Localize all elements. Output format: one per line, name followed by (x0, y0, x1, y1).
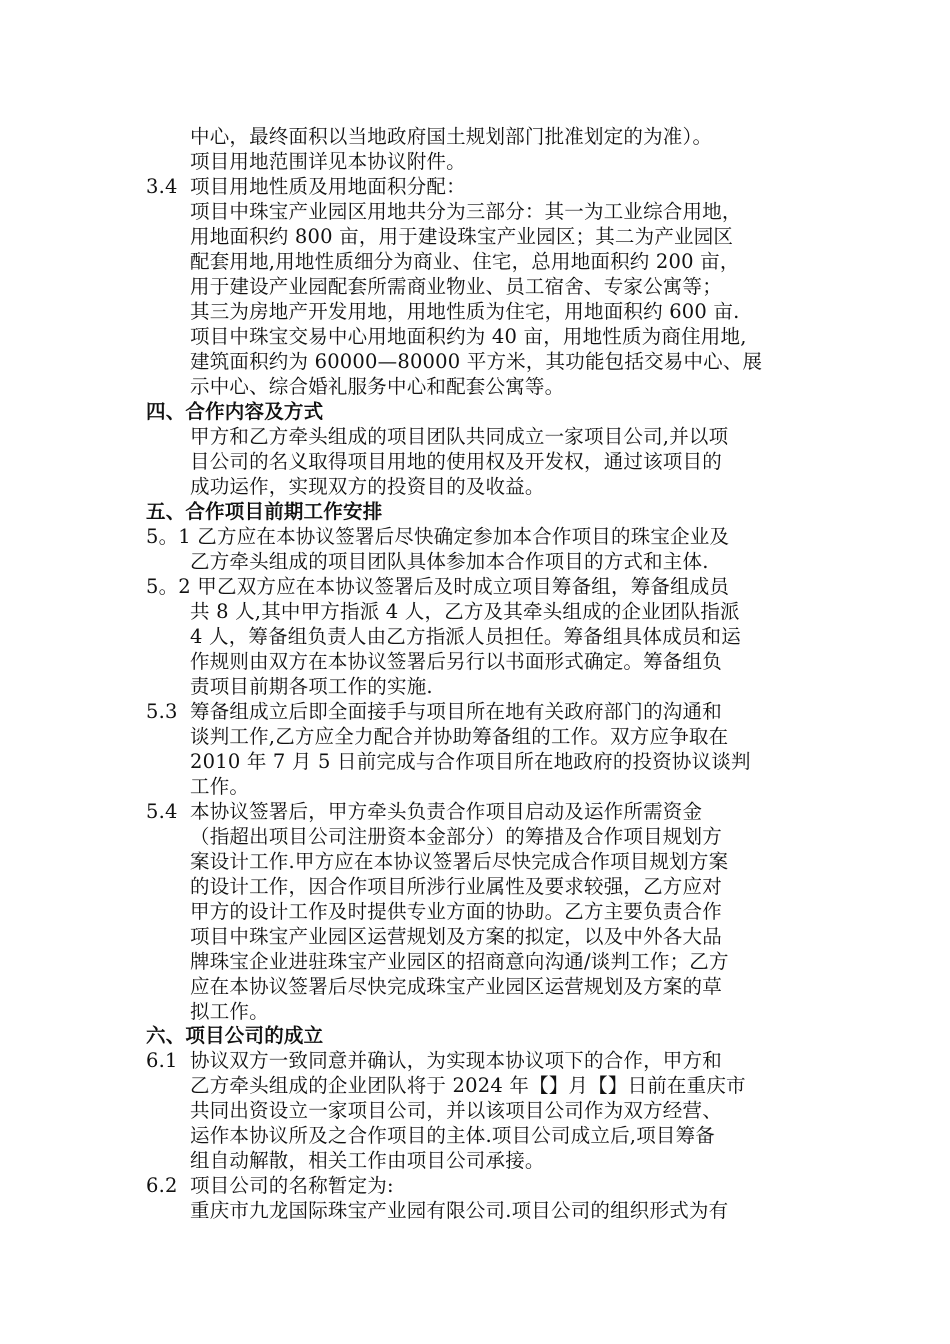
section-heading: 六、项目公司的成立 (146, 1024, 324, 1047)
clause-number: 3.4 (146, 175, 178, 198)
text-line: 共 8 人,其中甲方指派 4 人，乙方及其牵头组成的企业团队指派 (190, 600, 740, 623)
text-line: 项目中珠宝交易中心用地面积约为 40 亩，用地性质为商住用地, (190, 325, 747, 348)
text-line: 5。1 乙方应在本协议签署后尽快确定参加本合作项目的珠宝企业及 (146, 525, 730, 548)
text-line: 筹备组成立后即全面接手与项目所在地有关政府部门的沟通和 (190, 700, 722, 723)
text-line: 用于建设产业园配套所需商业物业、员工宿舍、专家公寓等； (190, 275, 722, 298)
text-line: 作规则由双方在本协议签署后另行以书面形式确定。筹备组负 (190, 650, 722, 673)
text-line: 4 人，筹备组负责人由乙方指派人员担任。筹备组具体成员和运 (190, 625, 741, 648)
text-line: 2010 年 7 月 5 日前完成与合作项目所在地政府的投资协议谈判 (190, 750, 751, 773)
text-line: 谈判工作,乙方应全力配合并协助筹备组的工作。双方应争取在 (190, 725, 729, 748)
text-line: 本协议签署后，甲方牵头负责合作项目启动及运作所需资金 (190, 800, 703, 823)
text-line: 乙方牵头组成的企业团队将于 2024 年【】月【】日前在重庆市 (190, 1074, 746, 1097)
text-line: 5。2 甲乙双方应在本协议签署后及时成立项目筹备组，筹备组成员 (146, 575, 730, 598)
text-line: 工作。 (190, 775, 250, 798)
text-line: 成功运作，实现双方的投资目的及收益。 (190, 475, 545, 498)
text-line: 项目用地范围详见本协议附件。 (190, 150, 466, 173)
clause-number: 5.4 (146, 800, 178, 823)
text-line: 的设计工作，因合作项目所涉行业属性及要求较强，乙方应对 (190, 875, 722, 898)
section-heading: 四、合作内容及方式 (146, 400, 324, 423)
text-line: 甲方的设计工作及时提供专业方面的协助。乙方主要负责合作 (190, 900, 722, 923)
section-heading: 五、合作项目前期工作安排 (146, 500, 383, 523)
text-line: 配套用地,用地性质细分为商业、住宅，总用地面积约 200 亩， (190, 250, 740, 273)
text-line: （指超出项目公司注册资本金部分）的筹措及合作项目规划方 (190, 825, 722, 848)
text-line: 协议双方一致同意并确认，为实现本协议项下的合作，甲方和 (190, 1049, 722, 1072)
text-line: 甲方和乙方牵头组成的项目团队共同成立一家项目公司,并以项 (190, 425, 729, 448)
text-line: 组自动解散，相关工作由项目公司承接。 (190, 1149, 545, 1172)
clause-number: 6.1 (146, 1049, 178, 1072)
text-line: 案设计工作.甲方应在本协议签署后尽快完成合作项目规划方案 (190, 850, 729, 873)
text-line: 项目中珠宝产业园区运营规划及方案的拟定，以及中外各大品 (190, 925, 722, 948)
clause-number: 6.2 (146, 1174, 178, 1197)
text-line: 示中心、综合婚礼服务中心和配套公寓等。 (190, 375, 565, 398)
text-line: 应在本协议签署后尽快完成珠宝产业园区运营规划及方案的草 (190, 975, 722, 998)
text-line: 项目用地性质及用地面积分配： (190, 175, 466, 198)
text-line: 项目公司的名称暂定为: (190, 1174, 394, 1197)
text-line: 中心，最终面积以当地政府国土规划部门批准划定的为准）。 (190, 125, 713, 148)
text-line: 运作本协议所及之合作项目的主体.项目公司成立后,项目筹备 (190, 1124, 715, 1147)
text-line: 拟工作。 (190, 1000, 269, 1023)
text-line: 乙方牵头组成的项目团队具体参加本合作项目的方式和主体. (190, 550, 709, 573)
text-line: 牌珠宝企业进驻珠宝产业园区的招商意向沟通/谈判工作；乙方 (190, 950, 729, 973)
text-line: 项目中珠宝产业园区用地共分为三部分：其一为工业综合用地， (190, 200, 742, 223)
text-line: 责项目前期各项工作的实施. (190, 675, 433, 698)
text-line: 重庆市九龙国际珠宝产业园有限公司.项目公司的组织形式为有 (190, 1199, 729, 1222)
text-line: 目公司的名义取得项目用地的使用权及开发权，通过该项目的 (190, 450, 722, 473)
text-line: 用地面积约 800 亩，用于建设珠宝产业园区；其二为产业园区 (190, 225, 734, 248)
text-line: 其三为房地产开发用地，用地性质为住宅，用地面积约 600 亩. (190, 300, 740, 323)
clause-number: 5.3 (146, 700, 178, 723)
text-line: 共同出资设立一家项目公司，并以该项目公司作为双方经营、 (190, 1099, 722, 1122)
text-line: 建筑面积约为 60000—80000 平方米，其功能包括交易中心、展 (190, 350, 763, 373)
